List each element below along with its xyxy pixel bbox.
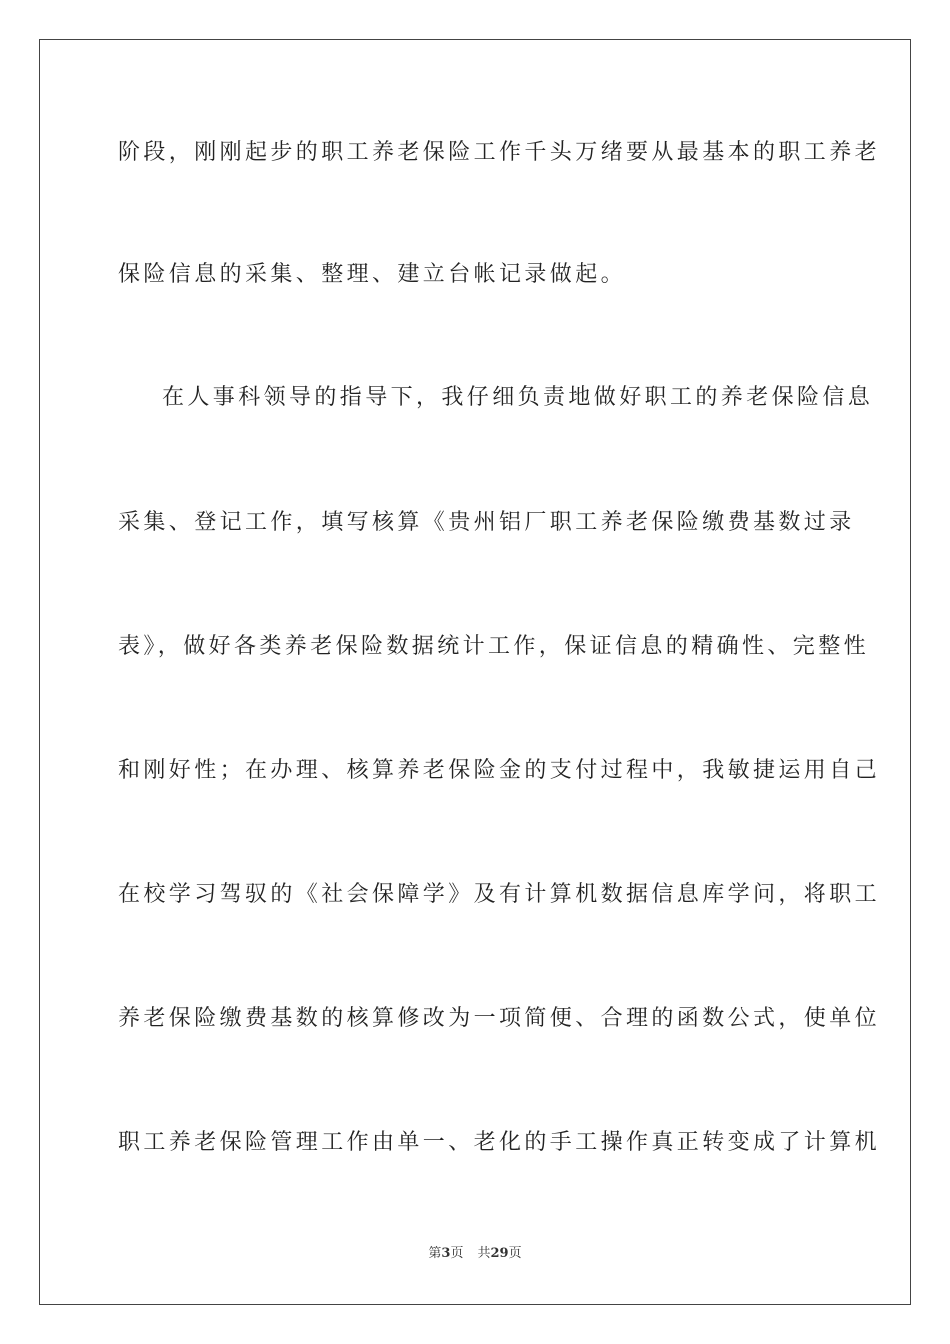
footer-page-word: 页 [450, 1246, 464, 1261]
paragraph-line-6: 和刚好性；在办理、核算养老保险金的支付过程中，我敏捷运用自己 [118, 758, 881, 783]
paragraph-line-1: 阶段，刚刚起步的职工养老保险工作千头万绪要从最基本的职工养老 [118, 140, 881, 165]
page-border [39, 39, 911, 1305]
paragraph-line-8: 养老保险缴费基数的核算修改为一项简便、合理的函数公式，使单位 [118, 1006, 881, 1031]
footer-total-prefix: 共 [477, 1246, 491, 1261]
paragraph-line-2: 保险信息的采集、整理、建立台帐记录做起。 [118, 262, 627, 287]
paragraph-line-7: 在校学习驾驭的《社会保障学》及有计算机数据信息库学问，将职工 [118, 882, 881, 907]
footer-prefix: 第 [428, 1246, 442, 1261]
current-page-number: 3 [441, 1246, 451, 1261]
paragraph-line-5: 表》，做好各类养老保险数据统计工作，保证信息的精确性、完整性 [118, 634, 870, 659]
paragraph-line-4: 采集、登记工作，填写核算《贵州铝厂职工养老保险缴费基数过录 [118, 510, 855, 535]
paragraph-line-9: 职工养老保险管理工作由单一、老化的手工操作真正转变成了计算机 [118, 1130, 881, 1155]
page-footer [0, 1245, 950, 1263]
total-pages-number: 29 [490, 1246, 509, 1261]
paragraph-line-3: 在人事科领导的指导下，我仔细负责地做好职工的养老保险信息 [162, 385, 874, 410]
footer-total-suffix: 页 [508, 1246, 522, 1261]
